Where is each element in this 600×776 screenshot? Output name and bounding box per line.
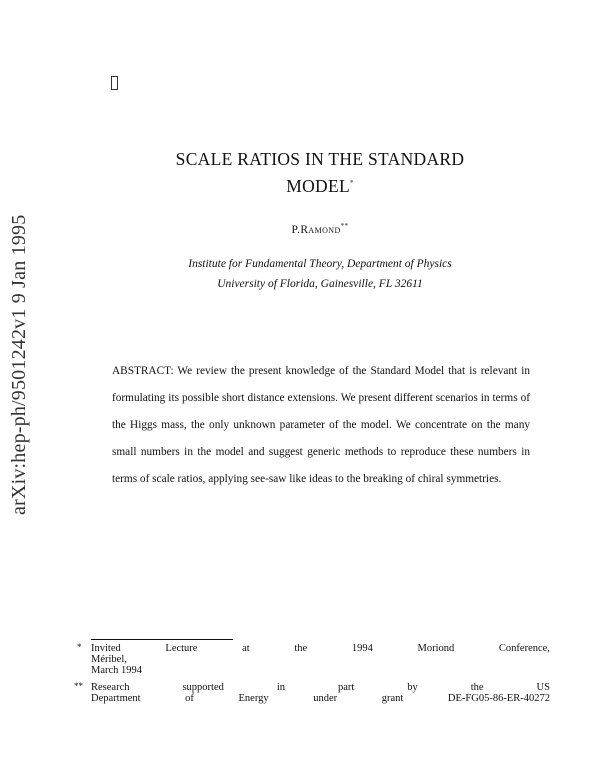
- fn1-word: at: [242, 643, 250, 654]
- fn2-word: DE-FG05-86-ER-40272: [447, 693, 550, 704]
- footnote-1-mark: *: [77, 642, 82, 652]
- footnote-rule: [91, 639, 233, 640]
- footnote-1-line2: Méribel,: [91, 654, 127, 665]
- fn1-word: 1994: [351, 643, 373, 654]
- affiliation-line2: University of Florida, Gainesville, FL 32611: [217, 278, 423, 290]
- author-footnote-mark: **: [340, 222, 349, 230]
- fn2-word: Research: [91, 682, 130, 693]
- footnote-2: [74, 681, 550, 704]
- fn1-word: Invited: [91, 643, 121, 654]
- fn2-word: Department: [91, 693, 141, 704]
- fn2-word: the: [470, 682, 484, 693]
- footnote-1-line3: March 1994: [91, 665, 143, 676]
- footnote-2-line2: [91, 693, 550, 704]
- footnote-1: [77, 642, 550, 676]
- abstract: ABSTRACT: We review the present knowledge of the Standard Model that is relevant in formulating its possible short distance extensions. We present different scenarios in terms of the Higgs mass, the only unknown parameter of the model. We concentrate on the many small numbers in the model and suggest generic methods to reproduce these numbers in terms of scale ratios, applying see-saw like ideas to the breaking of chiral symmetries.: [112, 365, 530, 485]
- fn1-word: Lecture: [165, 643, 198, 654]
- fn2-word: supported: [182, 682, 224, 693]
- footnote-1-line1: [91, 643, 550, 654]
- author-surname: Ramond: [300, 223, 341, 236]
- footnote-2-mark: **: [74, 681, 83, 691]
- paper-title-line1: SCALE RATIOS IN THE STANDARD: [175, 149, 465, 169]
- fn1-word: the: [294, 643, 308, 654]
- arxiv-identifier: arXiv:hep-ph/9501242v1 9 Jan 1995: [8, 214, 30, 515]
- footnote-2-line1: [91, 682, 550, 693]
- author: [0, 222, 600, 236]
- fn1-word: Conference,: [498, 643, 550, 654]
- fn2-word: in: [276, 682, 286, 693]
- fn2-word: by: [407, 682, 418, 693]
- paper-title-line2: [0, 176, 600, 197]
- fn2-word: part: [337, 682, 355, 693]
- fn2-word: US: [536, 682, 550, 693]
- title-text: MODEL: [286, 176, 350, 196]
- fn1-word: Moriond: [417, 643, 455, 654]
- fn2-word: under: [313, 693, 338, 704]
- affiliation-line1: Institute for Fundamental Theory, Department of Physics: [188, 258, 452, 270]
- fn2-word: Energy: [238, 693, 269, 704]
- fn2-word: grant: [381, 693, 404, 704]
- author-initial: P.: [291, 223, 301, 236]
- missing-glyph-box: [111, 76, 118, 90]
- title-footnote-mark: *: [349, 179, 354, 188]
- fn2-word: of: [185, 693, 194, 704]
